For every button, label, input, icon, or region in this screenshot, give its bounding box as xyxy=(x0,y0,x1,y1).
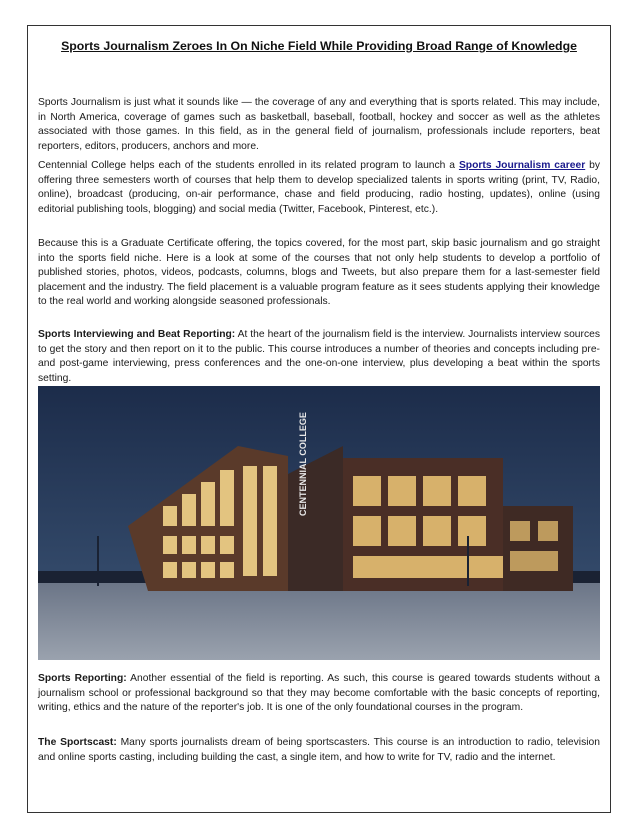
sportscast-paragraph xyxy=(38,736,600,765)
certificate-paragraph: Because this is a Graduate Certificate offering, the topics covered, for the most part, skip basic journalism and go straight into the sports field niche. Here is a look at some of the courses that not only help students to develop a portfolio of published stories, photos, videos, podcasts, columns, blogs and Tweets, but also prepare them for a last-semester field placement and the industry. The field placement is a valuable program feature as it sees students applying their knowledge to the real world and working alongside seasoned professionals. xyxy=(38,238,600,307)
reporting-body: Another essential of the field is reporting. As such, this course is geared towards students without a journalism school or professional background so that they may become comfortable with the basic concepts of reporting, writing, ethics and the nature of the reporter's job. It is one of the only foundational courses in the program. xyxy=(38,673,600,713)
program-paragraph xyxy=(38,159,600,217)
program-text-start: Centennial College helps each of the students enrolled in its related program to launch a xyxy=(38,160,459,171)
interviewing-heading: Sports Interviewing and Beat Reporting: xyxy=(38,329,236,340)
interviewing-body: At the heart of the journalism field is the interview. Journalists interview sources to get the story and then report on it to the public. This course introduces a number of theories and concepts including pre- and post-game interviewing, press conferences and the one-on-one interview, plus developing a beat within the sports setting. xyxy=(38,329,600,384)
sportscast-heading: The Sportscast: xyxy=(38,737,117,748)
building-sign-text: CENTENNIAL COLLEGE xyxy=(298,412,308,516)
program-text-end: by offering three semesters worth of courses that help them to develop specialized talents in sports writing (print, TV, Radio, online), broadcast (producing, on-air performance, chase and field producing, radio hosting, updates), online (using editorial publishing tools, blogging) and social media (Twitter, Facebook, Pinterest, etc.). xyxy=(38,160,600,215)
reporting-paragraph xyxy=(38,672,600,716)
intro-paragraph: Sports Journalism is just what it sounds like — the coverage of any and everything that is sports related. This may include, in North America, coverage of games such as basketball, baseball, football, hockey and soccer as well as the athletes associated with those games. In this field, as in the general field of journalism, professionals include reporters, beat reporters, editors, producers, anchors and more. xyxy=(38,97,600,152)
sports-journalism-career-link[interactable]: Sports Journalism career xyxy=(458,160,586,171)
reporting-heading: Sports Reporting: xyxy=(38,673,127,684)
centennial-college-building-photo xyxy=(38,386,600,660)
article-title: Sports Journalism Zeroes In On Niche Field While Providing Broad Range of Knowledge xyxy=(61,39,577,53)
interviewing-paragraph xyxy=(38,328,600,386)
sportscast-body: Many sports journalists dream of being sportscasters. This course is an introduction to radio, television and online sports casting, including building the cast, a single item, and how to write for TV, radio and the internet. xyxy=(38,737,600,763)
